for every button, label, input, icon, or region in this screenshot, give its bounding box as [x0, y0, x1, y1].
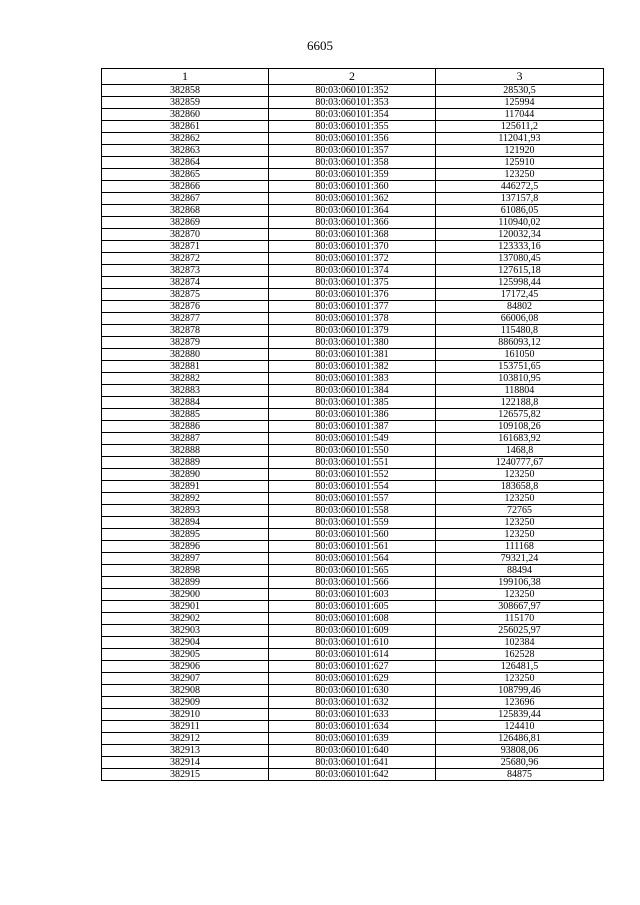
- cell-cadastral-number: 80:03:060101:605: [269, 601, 436, 613]
- column-header-2: 2: [269, 69, 436, 85]
- table-row: [102, 529, 604, 541]
- cell-value: 1468,8: [436, 445, 604, 457]
- table-header: [102, 69, 604, 85]
- table-row: [102, 709, 604, 721]
- cell-value: 102384: [436, 637, 604, 649]
- table-row: [102, 109, 604, 121]
- cell-number: 382868: [102, 205, 269, 217]
- table-row: [102, 133, 604, 145]
- cell-value: 123250: [436, 589, 604, 601]
- cell-number: 382870: [102, 229, 269, 241]
- cell-number: 382907: [102, 673, 269, 685]
- cell-value: 122188,8: [436, 397, 604, 409]
- table-row: [102, 205, 604, 217]
- cell-cadastral-number: 80:03:060101:375: [269, 277, 436, 289]
- cell-cadastral-number: 80:03:060101:642: [269, 769, 436, 781]
- cell-value: 112041,93: [436, 133, 604, 145]
- cell-number: 382895: [102, 529, 269, 541]
- table-row: [102, 181, 604, 193]
- column-header-1: 1: [102, 69, 269, 85]
- cell-number: 382873: [102, 265, 269, 277]
- table-row: [102, 433, 604, 445]
- cell-value: 115170: [436, 613, 604, 625]
- table-row: [102, 541, 604, 553]
- table-row: [102, 637, 604, 649]
- cell-number: 382881: [102, 361, 269, 373]
- table-row: [102, 649, 604, 661]
- table-row: [102, 745, 604, 757]
- table-row: [102, 553, 604, 565]
- table-row: [102, 469, 604, 481]
- cell-number: 382900: [102, 589, 269, 601]
- cell-cadastral-number: 80:03:060101:372: [269, 253, 436, 265]
- cell-number: 382867: [102, 193, 269, 205]
- cell-cadastral-number: 80:03:060101:362: [269, 193, 436, 205]
- cell-value: 123696: [436, 697, 604, 709]
- cell-value: 125910: [436, 157, 604, 169]
- table-row: [102, 277, 604, 289]
- cell-number: 382889: [102, 457, 269, 469]
- cell-cadastral-number: 80:03:060101:552: [269, 469, 436, 481]
- cell-cadastral-number: 80:03:060101:641: [269, 757, 436, 769]
- cell-value: 25680,96: [436, 757, 604, 769]
- cell-number: 382879: [102, 337, 269, 349]
- table-row: [102, 145, 604, 157]
- cell-value: 66006,08: [436, 313, 604, 325]
- cell-value: 161050: [436, 349, 604, 361]
- cell-number: 382864: [102, 157, 269, 169]
- cell-cadastral-number: 80:03:060101:610: [269, 637, 436, 649]
- cell-cadastral-number: 80:03:060101:551: [269, 457, 436, 469]
- cell-value: 256025,97: [436, 625, 604, 637]
- table-row: [102, 613, 604, 625]
- table-row: [102, 445, 604, 457]
- header-row: [102, 69, 604, 85]
- cell-number: 382876: [102, 301, 269, 313]
- cell-number: 382897: [102, 553, 269, 565]
- cell-value: 88494: [436, 565, 604, 577]
- cell-number: 382912: [102, 733, 269, 745]
- cell-cadastral-number: 80:03:060101:633: [269, 709, 436, 721]
- cell-cadastral-number: 80:03:060101:382: [269, 361, 436, 373]
- table-row: [102, 265, 604, 277]
- cell-cadastral-number: 80:03:060101:614: [269, 649, 436, 661]
- cell-value: 124410: [436, 721, 604, 733]
- cell-cadastral-number: 80:03:060101:359: [269, 169, 436, 181]
- cell-value: 123250: [436, 493, 604, 505]
- table-row: [102, 673, 604, 685]
- table-row: [102, 769, 604, 781]
- table-row: [102, 409, 604, 421]
- cell-value: 72765: [436, 505, 604, 517]
- cell-value: 1240777,67: [436, 457, 604, 469]
- table-row: [102, 589, 604, 601]
- cell-number: 382899: [102, 577, 269, 589]
- cell-cadastral-number: 80:03:060101:608: [269, 613, 436, 625]
- cell-value: 110940,02: [436, 217, 604, 229]
- table-row: [102, 289, 604, 301]
- cell-value: 137080,45: [436, 253, 604, 265]
- cell-value: 109108,26: [436, 421, 604, 433]
- cell-number: 382862: [102, 133, 269, 145]
- cell-value: 125839,44: [436, 709, 604, 721]
- cell-value: 125994: [436, 97, 604, 109]
- cell-number: 382903: [102, 625, 269, 637]
- cell-number: 382892: [102, 493, 269, 505]
- cell-cadastral-number: 80:03:060101:364: [269, 205, 436, 217]
- cell-cadastral-number: 80:03:060101:629: [269, 673, 436, 685]
- cell-cadastral-number: 80:03:060101:380: [269, 337, 436, 349]
- cell-cadastral-number: 80:03:060101:385: [269, 397, 436, 409]
- cell-number: 382883: [102, 385, 269, 397]
- cell-cadastral-number: 80:03:060101:627: [269, 661, 436, 673]
- cell-value: 126575,82: [436, 409, 604, 421]
- table-row: [102, 361, 604, 373]
- cell-cadastral-number: 80:03:060101:558: [269, 505, 436, 517]
- cell-number: 382908: [102, 685, 269, 697]
- table-row: [102, 493, 604, 505]
- cell-cadastral-number: 80:03:060101:557: [269, 493, 436, 505]
- cell-cadastral-number: 80:03:060101:355: [269, 121, 436, 133]
- cell-value: 123250: [436, 673, 604, 685]
- cell-cadastral-number: 80:03:060101:378: [269, 313, 436, 325]
- cell-cadastral-number: 80:03:060101:383: [269, 373, 436, 385]
- cell-number: 382898: [102, 565, 269, 577]
- table-row: [102, 325, 604, 337]
- cell-number: 382915: [102, 769, 269, 781]
- cell-value: 162528: [436, 649, 604, 661]
- cell-cadastral-number: 80:03:060101:377: [269, 301, 436, 313]
- cell-cadastral-number: 80:03:060101:357: [269, 145, 436, 157]
- cell-number: 382865: [102, 169, 269, 181]
- cell-number: 382906: [102, 661, 269, 673]
- cell-cadastral-number: 80:03:060101:566: [269, 577, 436, 589]
- cell-number: 382904: [102, 637, 269, 649]
- cell-number: 382874: [102, 277, 269, 289]
- cell-cadastral-number: 80:03:060101:386: [269, 409, 436, 421]
- table-row: [102, 217, 604, 229]
- cell-cadastral-number: 80:03:060101:353: [269, 97, 436, 109]
- table-row: [102, 577, 604, 589]
- table-row: [102, 625, 604, 637]
- cell-value: 79321,24: [436, 553, 604, 565]
- cell-cadastral-number: 80:03:060101:376: [269, 289, 436, 301]
- cell-value: 28530,5: [436, 85, 604, 97]
- cell-cadastral-number: 80:03:060101:609: [269, 625, 436, 637]
- cell-cadastral-number: 80:03:060101:632: [269, 697, 436, 709]
- cell-value: 123250: [436, 469, 604, 481]
- cell-value: 199106,38: [436, 577, 604, 589]
- cell-number: 382880: [102, 349, 269, 361]
- cell-number: 382901: [102, 601, 269, 613]
- table-row: [102, 565, 604, 577]
- table-row: [102, 505, 604, 517]
- cell-value: 137157,8: [436, 193, 604, 205]
- cell-cadastral-number: 80:03:060101:366: [269, 217, 436, 229]
- cell-value: 108799,46: [436, 685, 604, 697]
- cell-number: 382860: [102, 109, 269, 121]
- cell-value: 120032,34: [436, 229, 604, 241]
- cell-number: 382869: [102, 217, 269, 229]
- cell-value: 118804: [436, 385, 604, 397]
- cell-value: 111168: [436, 541, 604, 553]
- table-row: [102, 301, 604, 313]
- cell-value: 123250: [436, 529, 604, 541]
- cell-cadastral-number: 80:03:060101:639: [269, 733, 436, 745]
- cell-number: 382905: [102, 649, 269, 661]
- cell-cadastral-number: 80:03:060101:352: [269, 85, 436, 97]
- cell-value: 125611,2: [436, 121, 604, 133]
- cell-number: 382888: [102, 445, 269, 457]
- cell-cadastral-number: 80:03:060101:368: [269, 229, 436, 241]
- table-row: [102, 757, 604, 769]
- cell-cadastral-number: 80:03:060101:561: [269, 541, 436, 553]
- cell-number: 382882: [102, 373, 269, 385]
- table-row: [102, 733, 604, 745]
- cell-value: 121920: [436, 145, 604, 157]
- table-row: [102, 517, 604, 529]
- cell-cadastral-number: 80:03:060101:360: [269, 181, 436, 193]
- cell-cadastral-number: 80:03:060101:381: [269, 349, 436, 361]
- cell-value: 446272,5: [436, 181, 604, 193]
- table-row: [102, 97, 604, 109]
- cell-cadastral-number: 80:03:060101:564: [269, 553, 436, 565]
- cell-number: 382872: [102, 253, 269, 265]
- cell-number: 382914: [102, 757, 269, 769]
- cell-number: 382875: [102, 289, 269, 301]
- cell-value: 115480,8: [436, 325, 604, 337]
- cell-number: 382896: [102, 541, 269, 553]
- cell-number: 382894: [102, 517, 269, 529]
- cell-number: 382902: [102, 613, 269, 625]
- cell-value: 126486,81: [436, 733, 604, 745]
- table-row: [102, 337, 604, 349]
- cell-number: 382910: [102, 709, 269, 721]
- table-row: [102, 253, 604, 265]
- cell-value: 123333,16: [436, 241, 604, 253]
- cell-cadastral-number: 80:03:060101:379: [269, 325, 436, 337]
- cell-cadastral-number: 80:03:060101:354: [269, 109, 436, 121]
- table-row: [102, 397, 604, 409]
- cell-number: 382887: [102, 433, 269, 445]
- cell-value: 84802: [436, 301, 604, 313]
- cell-number: 382858: [102, 85, 269, 97]
- cell-number: 382877: [102, 313, 269, 325]
- cell-cadastral-number: 80:03:060101:565: [269, 565, 436, 577]
- cell-value: 126481,5: [436, 661, 604, 673]
- cell-number: 382866: [102, 181, 269, 193]
- cell-value: 123250: [436, 517, 604, 529]
- cell-value: 103810,95: [436, 373, 604, 385]
- cell-number: 382909: [102, 697, 269, 709]
- cell-cadastral-number: 80:03:060101:634: [269, 721, 436, 733]
- cell-value: 84875: [436, 769, 604, 781]
- table-row: [102, 601, 604, 613]
- cell-value: 123250: [436, 169, 604, 181]
- cell-number: 382886: [102, 421, 269, 433]
- cell-value: 153751,65: [436, 361, 604, 373]
- cell-value: 17172,45: [436, 289, 604, 301]
- cell-cadastral-number: 80:03:060101:630: [269, 685, 436, 697]
- table-row: [102, 457, 604, 469]
- cell-number: 382859: [102, 97, 269, 109]
- cell-number: 382871: [102, 241, 269, 253]
- cell-cadastral-number: 80:03:060101:549: [269, 433, 436, 445]
- cell-number: 382891: [102, 481, 269, 493]
- cell-number: 382863: [102, 145, 269, 157]
- table-row: [102, 121, 604, 133]
- cell-number: 382890: [102, 469, 269, 481]
- cell-cadastral-number: 80:03:060101:560: [269, 529, 436, 541]
- cell-number: 382893: [102, 505, 269, 517]
- table-row: [102, 685, 604, 697]
- cell-cadastral-number: 80:03:060101:640: [269, 745, 436, 757]
- column-header-3: 3: [436, 69, 604, 85]
- cell-number: 382878: [102, 325, 269, 337]
- cell-value: 886093,12: [436, 337, 604, 349]
- table-row: [102, 229, 604, 241]
- cell-cadastral-number: 80:03:060101:370: [269, 241, 436, 253]
- table-row: [102, 421, 604, 433]
- cell-cadastral-number: 80:03:060101:603: [269, 589, 436, 601]
- table-row: [102, 241, 604, 253]
- table-row: [102, 721, 604, 733]
- cell-number: 382911: [102, 721, 269, 733]
- cell-number: 382885: [102, 409, 269, 421]
- data-table: [101, 68, 604, 781]
- page-number: 6605: [307, 38, 333, 53]
- cell-cadastral-number: 80:03:060101:387: [269, 421, 436, 433]
- table-row: [102, 373, 604, 385]
- cell-cadastral-number: 80:03:060101:559: [269, 517, 436, 529]
- table-row: [102, 697, 604, 709]
- cell-value: 183658,8: [436, 481, 604, 493]
- cell-value: 308667,97: [436, 601, 604, 613]
- cell-cadastral-number: 80:03:060101:384: [269, 385, 436, 397]
- cell-value: 93808,06: [436, 745, 604, 757]
- cell-value: 117044: [436, 109, 604, 121]
- cell-cadastral-number: 80:03:060101:358: [269, 157, 436, 169]
- cell-cadastral-number: 80:03:060101:374: [269, 265, 436, 277]
- cell-cadastral-number: 80:03:060101:550: [269, 445, 436, 457]
- cell-cadastral-number: 80:03:060101:554: [269, 481, 436, 493]
- table-row: [102, 193, 604, 205]
- cell-value: 61086,05: [436, 205, 604, 217]
- table-row: [102, 169, 604, 181]
- table-row: [102, 85, 604, 97]
- cell-number: 382913: [102, 745, 269, 757]
- table-row: [102, 661, 604, 673]
- cell-cadastral-number: 80:03:060101:356: [269, 133, 436, 145]
- table-row: [102, 385, 604, 397]
- table-row: [102, 313, 604, 325]
- table-row: [102, 349, 604, 361]
- cell-number: 382884: [102, 397, 269, 409]
- table-body: [102, 85, 604, 781]
- cell-value: 161683,92: [436, 433, 604, 445]
- cell-number: 382861: [102, 121, 269, 133]
- cell-value: 127615,18: [436, 265, 604, 277]
- table-row: [102, 157, 604, 169]
- table-row: [102, 481, 604, 493]
- cell-value: 125998,44: [436, 277, 604, 289]
